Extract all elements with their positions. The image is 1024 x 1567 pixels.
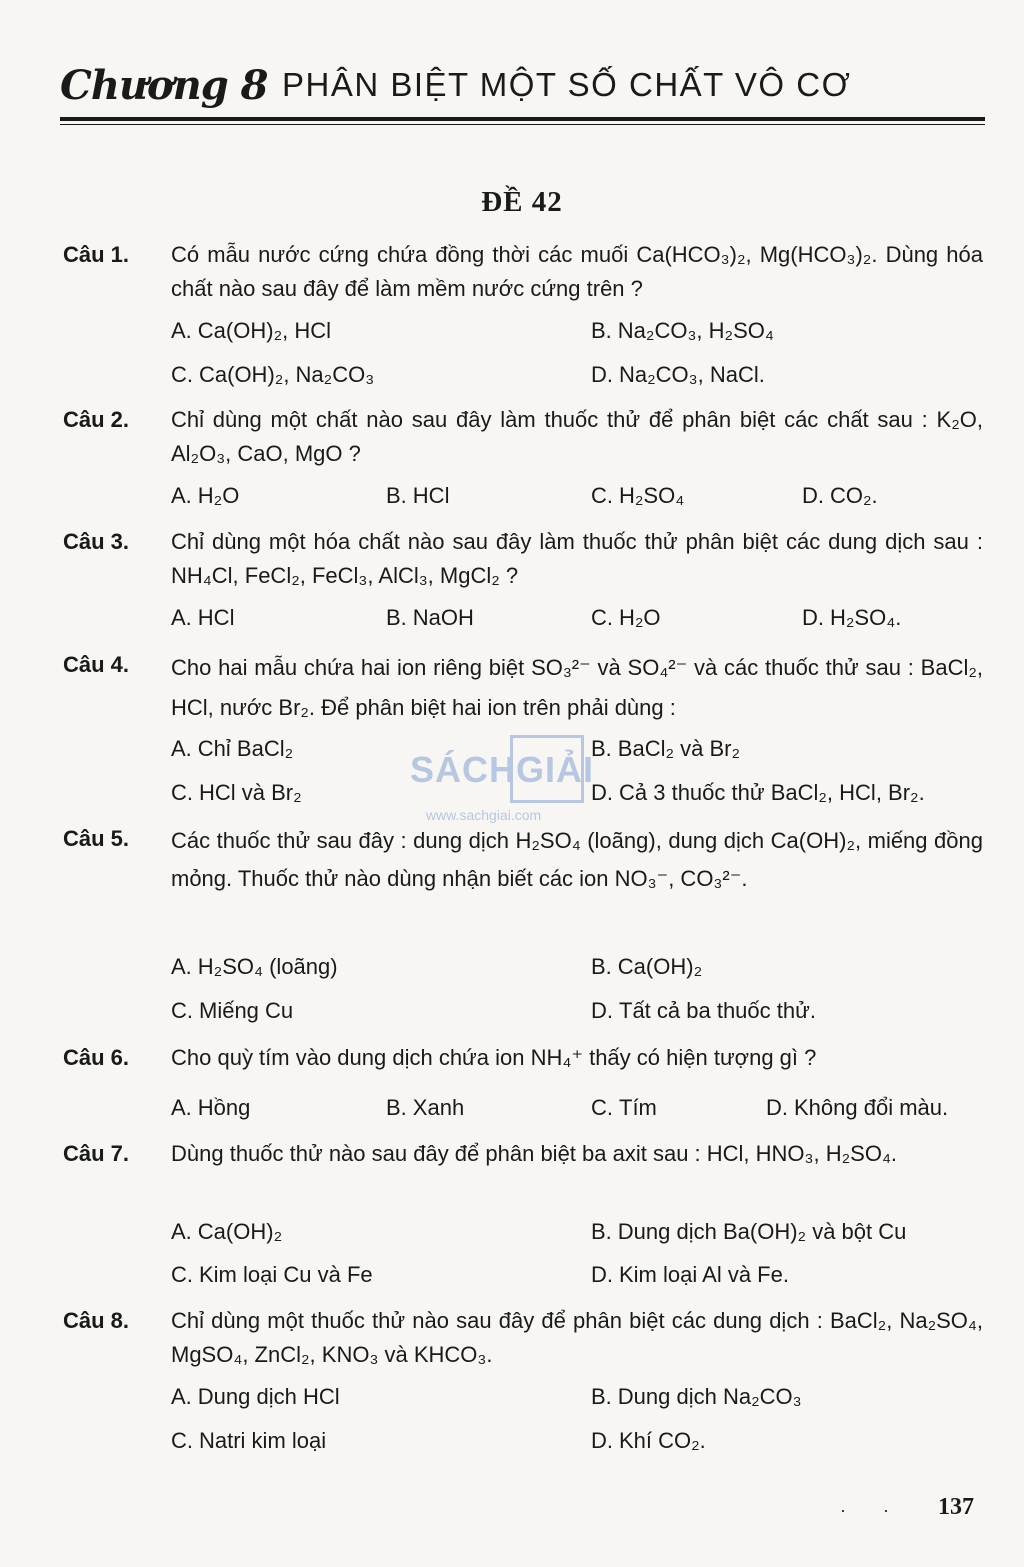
decorative-dots: · · <box>840 1500 905 1520</box>
option-letter: A. <box>171 1219 192 1244</box>
option-text: Ca(OH)₂, HCl <box>197 318 331 343</box>
option-letter: B. <box>591 736 612 761</box>
question-label: Câu 8. <box>63 1308 130 1333</box>
option-c <box>591 603 661 633</box>
option-a <box>171 603 234 633</box>
option-letter: D. <box>802 605 824 630</box>
option-text: HCl và Br₂ <box>199 780 302 805</box>
option-letter: A. <box>171 954 192 979</box>
option-letter: A. <box>171 1384 192 1409</box>
option-d <box>766 1093 948 1123</box>
option-text: CO₂. <box>830 483 878 508</box>
watermark-url: www.sachgiai.com <box>426 807 542 823</box>
option-text: Hồng <box>197 1095 251 1120</box>
question-text: Cho hai mẫu chứa hai ion riêng biệt SO₃²⁻ và SO₄²⁻ và các thuốc thử sau : BaCl₂, HCl, nước Br₂. Để phân biệt hai ion trên phải dùng : <box>171 655 983 720</box>
option-letter: C. <box>171 1428 193 1453</box>
option-letter: A. <box>171 736 192 761</box>
option-text: H₂O <box>619 605 661 630</box>
option-text: Na₂CO₃, NaCl. <box>619 362 765 387</box>
option-letter: C. <box>591 483 613 508</box>
option-text: Kim loại Al và Fe. <box>619 1262 789 1287</box>
question-label: Câu 6. <box>63 1045 130 1070</box>
option-d <box>591 1260 789 1290</box>
option-text: H₂O <box>197 483 240 508</box>
option-text: Ca(OH)₂ <box>617 954 703 979</box>
option-b <box>591 1217 906 1247</box>
question-label: Câu 3. <box>63 529 130 554</box>
option-text: Chỉ BaCl₂ <box>197 736 294 761</box>
watermark-logo: SÁCHGIẢI <box>410 749 595 790</box>
option-b <box>386 603 474 633</box>
page-number: 137 <box>938 1494 974 1520</box>
option-a <box>171 1093 250 1123</box>
option-c <box>171 778 302 808</box>
question-text: Cho quỳ tím vào dung dịch chứa ion NH₄⁺ thấy có hiện tượng gì ? <box>171 1045 817 1070</box>
option-text: BaCl₂ và Br₂ <box>617 736 741 761</box>
option-a <box>171 952 338 982</box>
option-b <box>386 1093 464 1123</box>
option-text: Tím <box>619 1095 657 1120</box>
option-text: H₂SO₄ <box>619 483 685 508</box>
option-letter: A. <box>171 318 192 343</box>
option-text: Ca(OH)₂ <box>197 1219 283 1244</box>
option-d <box>802 603 901 633</box>
question-text: Chỉ dùng một hóa chất nào sau đây làm thuốc thử phân biệt các dung dịch sau : NH₄Cl, FeCl₂, FeCl₃, AlCl₃, MgCl₂ ? <box>171 529 983 588</box>
option-text: HCl <box>197 605 235 630</box>
option-d <box>591 996 816 1026</box>
option-c <box>591 481 684 511</box>
header-rule-thick <box>60 117 985 121</box>
option-letter: C. <box>591 605 613 630</box>
option-text: Xanh <box>412 1095 465 1120</box>
option-letter: D. <box>591 780 613 805</box>
option-text: HCl <box>412 483 450 508</box>
option-c <box>591 1093 657 1123</box>
option-letter: C. <box>591 1095 613 1120</box>
option-d <box>802 481 878 511</box>
option-letter: A. <box>171 605 192 630</box>
question-label: Câu 1. <box>63 242 130 267</box>
option-text: Cả 3 thuốc thử BaCl₂, HCl, Br₂. <box>619 780 925 805</box>
option-text: Dung dịch Ba(OH)₂ và bột Cu <box>617 1219 907 1244</box>
option-text: Tất cả ba thuốc thử. <box>619 998 816 1023</box>
option-d <box>591 1426 706 1456</box>
question-label: Câu 2. <box>63 407 130 432</box>
option-letter: C. <box>171 780 193 805</box>
option-letter: A. <box>171 1095 192 1120</box>
chapter-title: PHÂN BIỆT MỘT SỐ CHẤT VÔ CƠ <box>282 66 852 103</box>
question-text: Các thuốc thử sau đây : dung dịch H₂SO₄ (loãng), dung dịch Ca(OH)₂, miếng đồng mỏng. Thuốc thử nào dùng nhận biết các ion NO₃⁻, CO₃²⁻. <box>171 828 983 891</box>
option-text: H₂SO₄. <box>830 605 902 630</box>
question-label: Câu 5. <box>63 826 130 851</box>
option-letter: D. <box>591 362 613 387</box>
chapter-label: Chương 8 <box>60 62 268 109</box>
option-letter: B. <box>386 483 407 508</box>
option-a <box>171 1217 282 1247</box>
option-letter: D. <box>766 1095 788 1120</box>
option-letter: B. <box>386 1095 407 1120</box>
option-a <box>171 734 293 764</box>
option-text: Ca(OH)₂, Na₂CO₃ <box>199 362 375 387</box>
option-d <box>591 360 765 390</box>
option-letter: B. <box>591 1219 612 1244</box>
option-text: Kim loại Cu và Fe <box>199 1262 373 1287</box>
header-rule-thin <box>60 124 985 125</box>
option-letter: D. <box>591 998 613 1023</box>
option-letter: D. <box>591 1428 613 1453</box>
option-text: Miếng Cu <box>199 998 294 1023</box>
question-text: Chỉ dùng một chất nào sau đây làm thuốc thử để phân biệt các chất sau : K₂O, Al₂O₃, CaO, MgO ? <box>171 407 983 466</box>
exam-title: ĐỀ 42 <box>481 186 563 218</box>
option-text: H₂SO₄ (loãng) <box>197 954 338 979</box>
option-text: NaOH <box>412 605 474 630</box>
option-a <box>171 1382 340 1412</box>
option-text: Khí CO₂. <box>619 1428 706 1453</box>
option-text: Natri kim loại <box>199 1428 327 1453</box>
option-d <box>591 778 925 808</box>
option-c <box>171 996 293 1026</box>
option-letter: C. <box>171 362 193 387</box>
question-label: Câu 4. <box>63 652 130 677</box>
option-text: Na₂CO₃, H₂SO₄ <box>617 318 774 343</box>
option-letter: B. <box>591 954 612 979</box>
question-label: Câu 7. <box>63 1141 130 1166</box>
option-text: Không đổi màu. <box>794 1095 949 1120</box>
option-c <box>171 360 374 390</box>
option-b <box>591 316 774 346</box>
option-letter: B. <box>591 1384 612 1409</box>
option-b <box>591 1382 802 1412</box>
watermark <box>410 735 630 825</box>
question-text: Chỉ dùng một thuốc thử nào sau đây để phân biệt các dung dịch : BaCl₂, Na₂SO₄, MgSO₄, ZnCl₂, KNO₃ và KHCO₃. <box>171 1308 983 1367</box>
option-b <box>386 481 449 511</box>
question-text: Có mẫu nước cứng chứa đồng thời các muối Ca(HCO₃)₂, Mg(HCO₃)₂. Dùng hóa chất nào sau đây để làm mềm nước cứng trên ? <box>171 242 983 301</box>
option-c <box>171 1426 326 1456</box>
option-a <box>171 481 239 511</box>
option-b <box>591 952 702 982</box>
option-letter: B. <box>386 605 407 630</box>
option-letter: A. <box>171 483 192 508</box>
chapter-header <box>60 62 985 112</box>
option-a <box>171 316 331 346</box>
option-text: Dung dịch HCl <box>197 1384 340 1409</box>
option-letter: D. <box>802 483 824 508</box>
option-letter: D. <box>591 1262 613 1287</box>
option-text: Dung dịch Na₂CO₃ <box>617 1384 802 1409</box>
option-letter: C. <box>171 998 193 1023</box>
question-text: Dùng thuốc thử nào sau đây để phân biệt ba axit sau : HCl, HNO₃, H₂SO₄. <box>171 1141 898 1166</box>
option-c <box>171 1260 373 1290</box>
option-letter: B. <box>591 318 612 343</box>
option-letter: C. <box>171 1262 193 1287</box>
